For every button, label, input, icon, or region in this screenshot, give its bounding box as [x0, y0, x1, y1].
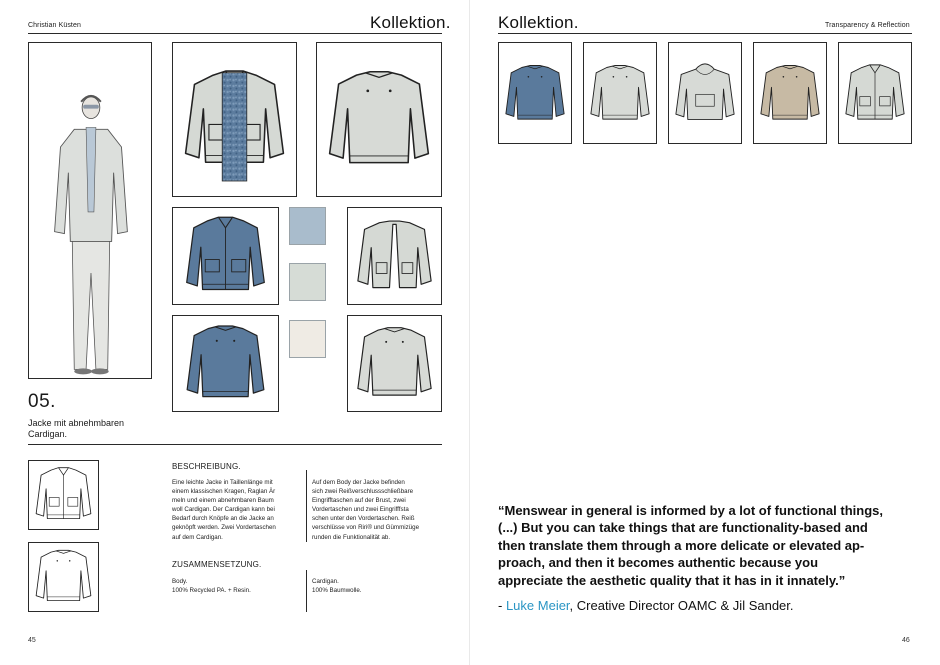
composition-cardigan-label: Cardigan. — [312, 578, 339, 585]
header-rule — [28, 33, 442, 34]
composition-body-label: Body. — [172, 578, 188, 585]
flat-denim-raglan-back — [498, 42, 572, 144]
tech-flat-back — [28, 542, 99, 612]
quote-line: appreciate the aesthetic quality that it has in it innately.” — [498, 572, 846, 588]
flat-cardigan-open — [347, 207, 442, 305]
fabric-swatch-blue — [289, 207, 326, 245]
flat-denim-jacket-back — [172, 315, 279, 412]
quote-line: “Menswear in general is informed by a lot of functional things, — [498, 503, 883, 518]
desc2-line: schen unter den Vordertaschen. Reiß — [312, 515, 415, 523]
flat-jacket-front-layered — [172, 42, 297, 197]
desc2-line: sich zwei Reißverschlussschließbare — [312, 488, 414, 496]
description-col2 — [312, 478, 442, 542]
light-raglan-back-sketch — [584, 43, 656, 143]
description-divider — [306, 470, 307, 542]
flat-light-jacket-front — [838, 42, 912, 144]
flat-denim-jacket-front — [172, 207, 279, 305]
flat-jacket-back-light — [316, 42, 442, 197]
tech-flat-front-sketch — [29, 461, 98, 529]
denim-raglan-back-sketch — [499, 43, 571, 143]
quote-line: (...) But you can take things that are functionality-based and — [498, 520, 868, 536]
desc1-line: Eine leichte Jacke in Taillenlänge mit — [172, 479, 273, 486]
collection-subtitle: Transparency & Reflection — [825, 22, 910, 29]
desc1-line: geknöpft werden. Zwei Vordertaschen — [172, 524, 276, 532]
desc1-line: auf dem Cardigan. — [172, 533, 223, 541]
right-page — [470, 0, 940, 665]
fashion-illustration — [28, 42, 152, 379]
composition-cardigan — [312, 577, 362, 595]
flat-hooded-back — [668, 42, 742, 144]
attribution-rest: , Creative Director OAMC & Jil Sander. — [569, 598, 794, 613]
quote-line: then translate them through a more delicate or elevated ap- — [498, 537, 865, 553]
desc2-line: Vordertaschen und zwei Eingrifffsta — [312, 506, 409, 514]
fabric-swatch-gray — [289, 263, 326, 301]
composition-divider — [306, 570, 307, 612]
attribution-prefix: - — [498, 598, 506, 613]
page-number-right: 46 — [902, 637, 910, 644]
flat-cardigan-back — [347, 315, 442, 412]
description-heading: BESCHREIBUNG. — [172, 462, 241, 471]
tech-flat-back-sketch — [29, 543, 98, 611]
flat-beige-raglan-back — [753, 42, 827, 144]
quote-line: proach, and then it becomes authentic because you — [498, 555, 819, 571]
fabric-swatch-cream — [289, 320, 326, 358]
desc2-line: verschlüsse von Riri® und Gümmizüge — [312, 524, 420, 532]
denim-jacket-front-sketch — [173, 208, 278, 304]
author-name: Christian Küsten — [28, 22, 81, 29]
desc1-line: meln und einem abnehmbaren Baum — [172, 497, 274, 505]
section-title: Kollektion. — [370, 13, 451, 32]
jacket-front-layered-sketch — [173, 43, 296, 196]
desc1-line: Bedarf durch Knöpfe an die Jacke an — [172, 515, 274, 523]
denim-jacket-back-sketch — [173, 316, 278, 411]
section-title-right: Kollektion. — [498, 13, 579, 32]
figure-sketch — [29, 43, 151, 378]
desc1-line: woll Cardigan. Der Cardigan kann bei — [172, 506, 275, 514]
look-title-line2: Cardigan. — [28, 429, 68, 439]
desc2-line: Eingrifftaschen auf der Brust, zwei — [312, 497, 406, 505]
attribution-name: Luke Meier — [505, 598, 570, 613]
look-number: 05. — [28, 391, 56, 412]
look-title-line1: Jacke mit abnehmbaren — [28, 418, 125, 428]
beige-raglan-back-sketch — [754, 43, 826, 143]
composition-body — [172, 577, 251, 595]
cardigan-back-sketch — [348, 316, 441, 411]
description-col1 — [172, 478, 302, 542]
composition-heading: ZUSAMMENSETZUNG. — [172, 560, 262, 569]
header-rule-right — [498, 33, 912, 34]
desc2-line: runden die Funktionalität ab. — [312, 533, 391, 541]
light-jacket-front-sketch — [839, 43, 911, 143]
quote-attribution — [498, 597, 794, 614]
jacket-back-light-sketch — [317, 43, 441, 196]
flat-light-raglan-back — [583, 42, 657, 144]
composition-body-value: 100% Recycled PA. + Resin. — [172, 587, 251, 595]
hooded-back-sketch — [669, 43, 741, 143]
page-number-left: 45 — [28, 637, 36, 644]
cardigan-open-sketch — [348, 208, 441, 304]
composition-cardigan-value: 100% Baumwolle. — [312, 587, 362, 595]
tech-flat-front — [28, 460, 99, 530]
desc1-line: einem klassischen Kragen, Raglan Är — [172, 488, 276, 496]
section-rule — [28, 444, 442, 445]
desc2-line: Auf dem Body der Jacke befinden — [312, 479, 405, 486]
pull-quote — [498, 502, 918, 589]
